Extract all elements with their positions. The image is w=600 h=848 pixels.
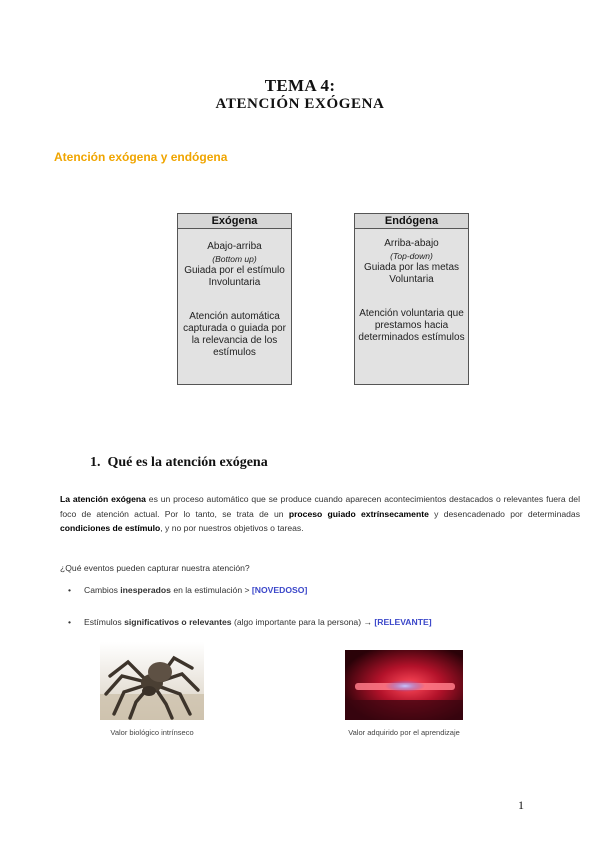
bullet-bold: significativos o relevantes (124, 617, 232, 627)
exogena-desc: estímulos (213, 347, 256, 358)
bullet-dot: • (68, 585, 72, 595)
definition-paragraph (60, 492, 580, 536)
document-subtitle: ATENCIÓN EXÓGENA (215, 96, 385, 112)
endogena-box (354, 213, 469, 385)
page-number: 1 (518, 798, 524, 812)
endogena-line: Voluntaria (389, 274, 434, 285)
section-number: 1. (90, 455, 101, 470)
bullet-item (68, 585, 307, 595)
section-1-heading (90, 455, 268, 471)
endogena-desc: Atención voluntaria que (359, 308, 464, 319)
police-caption: Valor adquirido por el aprendizaje (348, 728, 460, 737)
exogena-desc: capturada o guiada por (183, 323, 286, 334)
question-text: ¿Qué eventos pueden capturar nuestra atención? (60, 563, 250, 573)
endogena-line: (Top-down) (390, 251, 433, 261)
exogena-line: (Bottom up) (212, 254, 257, 264)
spider-caption: Valor biológico intrínseco (110, 728, 194, 737)
bullet-pre: Cambios (84, 585, 121, 595)
para-bold: condiciones de estímulo (60, 523, 161, 533)
exogena-line: Involuntaria (208, 277, 261, 288)
para-text: , y no por nuestros objetivos o tareas. (160, 523, 304, 533)
bullet-dot: • (68, 617, 72, 627)
exogena-box (177, 213, 292, 385)
document-title: TEMA 4: (264, 76, 336, 95)
bullet-bold: inesperados (120, 585, 171, 595)
police-light-image (345, 650, 463, 720)
section-title: Qué es la atención exógena (107, 455, 268, 470)
endogena-line: Arriba-abajo (384, 238, 439, 249)
para-text: y desencadenado por determinadas (428, 508, 580, 519)
bullet-post: (algo importante para la persona) → (231, 617, 375, 627)
endogena-desc: determinados estímulos (358, 332, 465, 343)
exogena-desc: la relevancia de los (191, 335, 278, 346)
bullet-item (68, 617, 432, 627)
para-bold: La atención exógena (60, 494, 146, 504)
para-text: es un proceso automático que se produce cuando aparecen acontecimientos destacados o relevantes fuera del foco de atención actual. Por lo tanto, se trata de un (60, 494, 580, 519)
endogena-box-title: Endógena (355, 214, 468, 229)
bullet-pre: Estímulos (84, 617, 125, 627)
exogena-desc: Atención automática (189, 311, 280, 322)
section-subheading: Atención exógena y endógena (54, 150, 228, 164)
spider-image (100, 642, 204, 720)
bullet-post: en la estimulación > (170, 585, 252, 595)
exogena-box-title: Exógena (178, 214, 291, 229)
exogena-line: Abajo-arriba (207, 241, 262, 252)
bullet-tag: [NOVEDOSO] (251, 585, 308, 595)
bullet-tag: [RELEVANTE] (374, 617, 432, 627)
endogena-desc: prestamos hacia (374, 320, 449, 331)
endogena-line: Guiada por las metas (363, 262, 460, 273)
exogena-line: Guiada por el estímulo (184, 265, 285, 276)
para-bold: proceso guiado extrínsecamente (288, 508, 429, 519)
